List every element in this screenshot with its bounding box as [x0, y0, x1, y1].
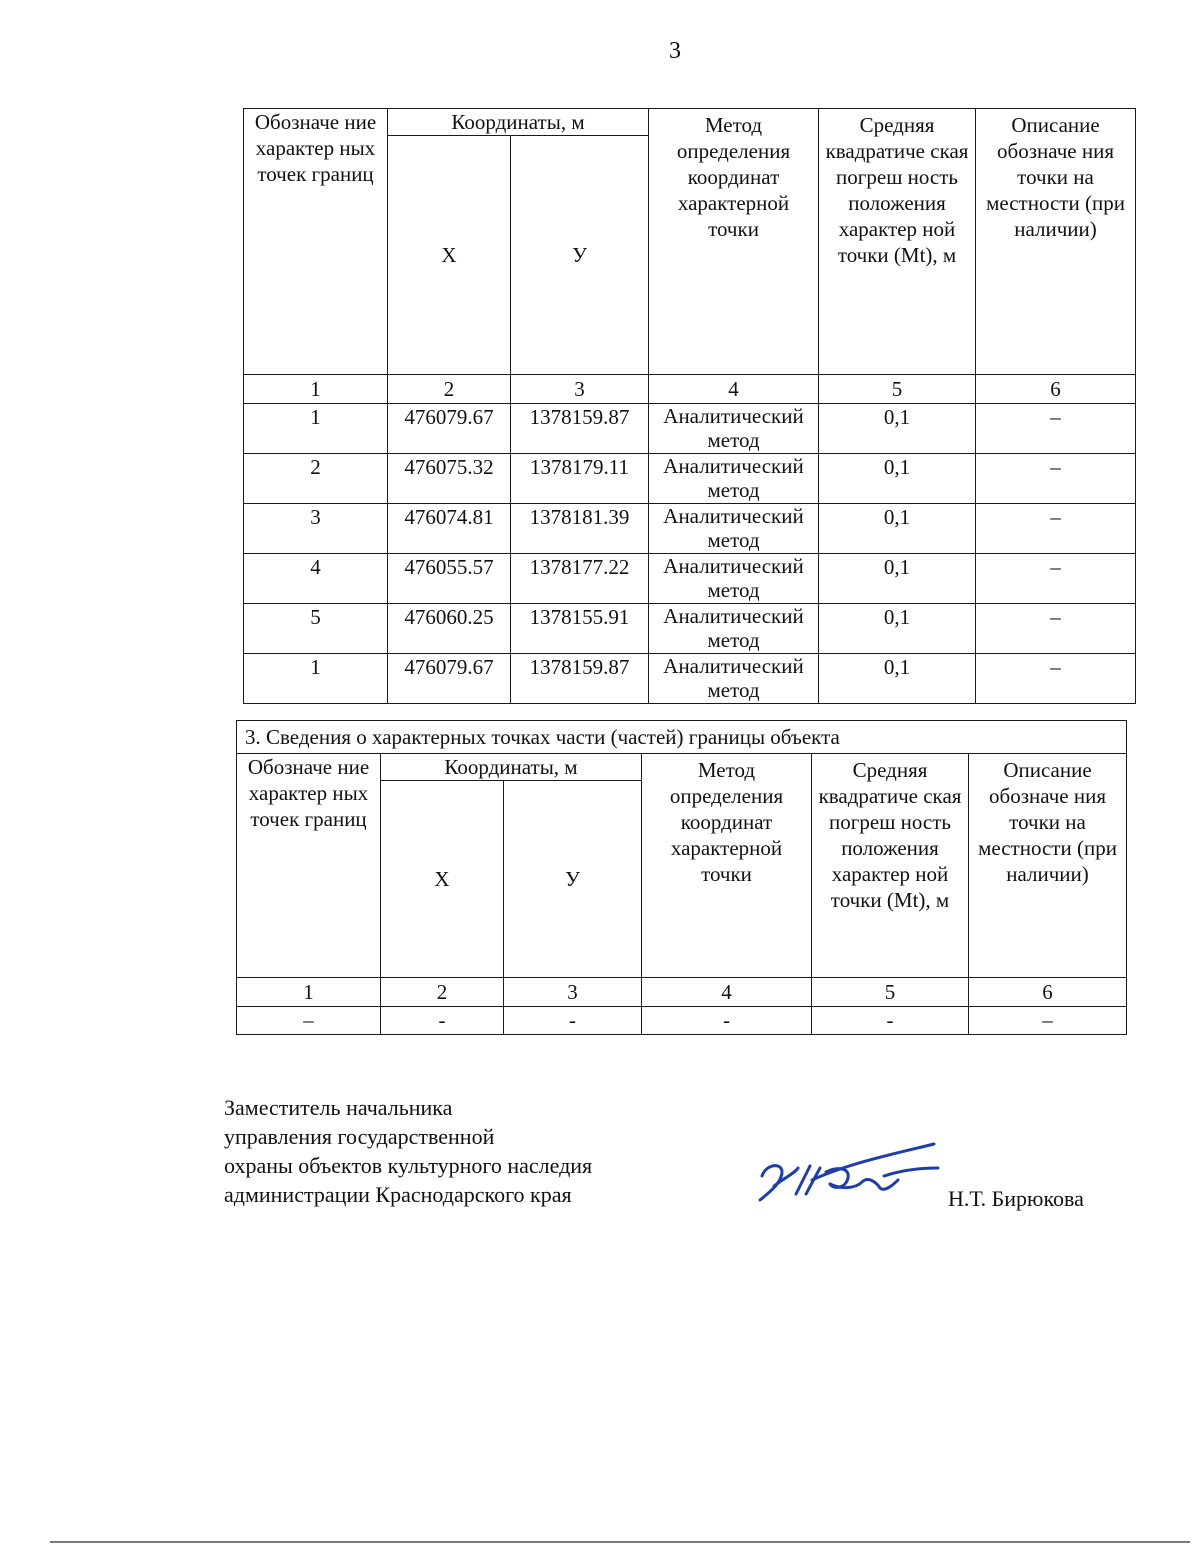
page-number: 3 — [669, 38, 681, 64]
point-number: 5 — [244, 604, 388, 654]
header-error: Средняя квадратиче ская погреш ность положения характер ной точки (Mt), м — [819, 109, 976, 375]
description: – — [976, 604, 1136, 654]
table-row — [244, 504, 1136, 554]
position-line: администрации Краснодарского края — [224, 1182, 572, 1207]
description: – — [976, 654, 1136, 704]
coordinate-y: 1378159.87 — [511, 654, 649, 704]
coordinate-x: 476075.32 — [388, 454, 511, 504]
boundary-points-table — [243, 108, 1136, 704]
empty-cell: – — [969, 1007, 1127, 1035]
empty-cell: - — [642, 1007, 812, 1035]
point-number: 4 — [244, 554, 388, 604]
error-value: 0,1 — [819, 654, 976, 704]
method: Аналитический метод — [649, 504, 819, 554]
column-number: 6 — [976, 375, 1136, 404]
signer-name: Н.Т. Бирюкова — [948, 1186, 1084, 1211]
error-value: 0,1 — [819, 404, 976, 454]
handwritten-signature — [752, 1138, 942, 1218]
point-number: 3 — [244, 504, 388, 554]
column-number: 5 — [819, 375, 976, 404]
coordinate-x: 476079.67 — [388, 404, 511, 454]
empty-cell: – — [237, 1007, 381, 1035]
empty-cell: - — [504, 1007, 642, 1035]
header-method: Метод определения координат характерной точки — [642, 754, 812, 978]
column-number: 3 — [504, 978, 642, 1007]
description: – — [976, 504, 1136, 554]
table-row — [244, 454, 1136, 504]
column-number: 6 — [969, 978, 1127, 1007]
point-number: 1 — [244, 404, 388, 454]
header-point: Обозначе ние характер ных точек границ — [244, 109, 388, 375]
table-row — [244, 404, 1136, 454]
coordinate-y: 1378159.87 — [511, 404, 649, 454]
table-row — [237, 1007, 1127, 1035]
coordinate-y: 1378177.22 — [511, 554, 649, 604]
signer-position — [224, 1093, 592, 1209]
header-coordinates: Координаты, м — [388, 109, 649, 136]
header-error: Средняя квадратиче ская погреш ность положения характер ной точки (Mt), м — [812, 754, 969, 978]
header-y: У — [511, 136, 649, 375]
section-title: 3. Сведения о характерных точках части (частей) границы объекта — [237, 721, 1127, 754]
method: Аналитический метод — [649, 404, 819, 454]
column-number: 1 — [237, 978, 381, 1007]
position-line: управления государственной — [224, 1124, 495, 1149]
column-number: 1 — [244, 375, 388, 404]
part-boundary-points-table — [236, 720, 1127, 1035]
scan-edge-divider — [50, 1541, 1190, 1543]
description: – — [976, 554, 1136, 604]
error-value: 0,1 — [819, 604, 976, 654]
point-number: 2 — [244, 454, 388, 504]
error-value: 0,1 — [819, 504, 976, 554]
description: – — [976, 454, 1136, 504]
coordinate-y: 1378179.11 — [511, 454, 649, 504]
coordinate-x: 476079.67 — [388, 654, 511, 704]
table-row — [244, 654, 1136, 704]
coordinate-x: 476074.81 — [388, 504, 511, 554]
method: Аналитический метод — [649, 654, 819, 704]
empty-cell: - — [381, 1007, 504, 1035]
method: Аналитический метод — [649, 604, 819, 654]
error-value: 0,1 — [819, 454, 976, 504]
column-number: 2 — [388, 375, 511, 404]
header-x: Х — [381, 781, 504, 978]
column-number: 4 — [642, 978, 812, 1007]
table-row — [244, 604, 1136, 654]
coordinate-x: 476060.25 — [388, 604, 511, 654]
error-value: 0,1 — [819, 554, 976, 604]
description: – — [976, 404, 1136, 454]
header-point: Обозначе ние характер ных точек границ — [237, 754, 381, 978]
table-row — [244, 554, 1136, 604]
method: Аналитический метод — [649, 454, 819, 504]
position-line: охраны объектов культурного наследия — [224, 1153, 593, 1178]
coordinate-y: 1378181.39 — [511, 504, 649, 554]
column-number: 3 — [511, 375, 649, 404]
method: Аналитический метод — [649, 554, 819, 604]
header-description: Описание обозначе ния точки на местности (при наличии) — [969, 754, 1127, 978]
point-number: 1 — [244, 654, 388, 704]
column-number: 2 — [381, 978, 504, 1007]
position-line: Заместитель начальника — [224, 1095, 453, 1120]
header-y: У — [504, 781, 642, 978]
header-x: Х — [388, 136, 511, 375]
column-number: 4 — [649, 375, 819, 404]
coordinate-y: 1378155.91 — [511, 604, 649, 654]
header-method: Метод определения координат характерной точки — [649, 109, 819, 375]
header-coordinates: Координаты, м — [381, 754, 642, 781]
coordinate-x: 476055.57 — [388, 554, 511, 604]
header-description: Описание обозначе ния точки на местности (при наличии) — [976, 109, 1136, 375]
column-number: 5 — [812, 978, 969, 1007]
empty-cell: - — [812, 1007, 969, 1035]
